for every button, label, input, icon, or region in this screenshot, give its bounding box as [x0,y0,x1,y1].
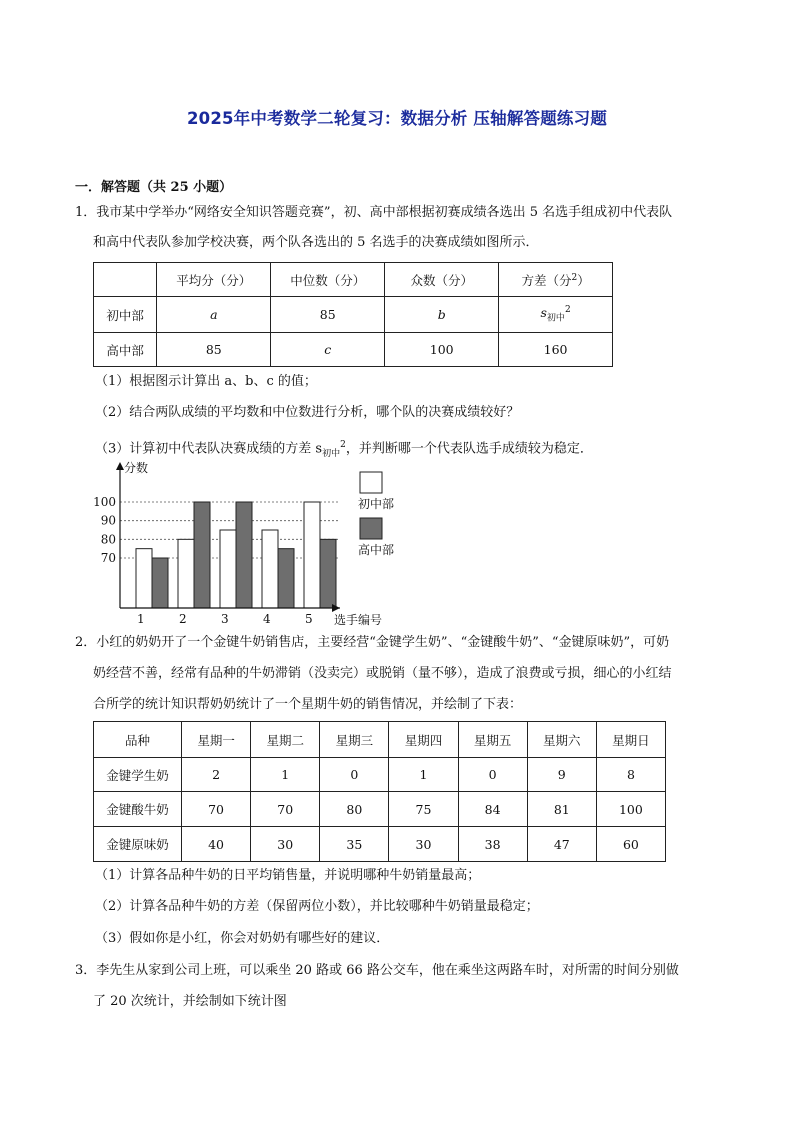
row-label: 金键原味奶 [94,827,182,862]
x-tick-label: 4 [262,612,271,626]
table-cell: 30 [251,827,320,862]
y-tick-label: 80 [100,532,116,547]
header-close: ） [577,272,590,288]
table-cell: 0 [320,758,389,792]
q3-number: 3． [75,963,97,978]
table-cell: 0 [458,758,527,792]
table-header-cell: 星期日 [596,722,665,758]
section-heading: 一．解答题（共 25 小题） [75,180,233,195]
legend-label-senior: 高中部 [358,543,395,557]
q3-text-1: 李先生从家到公司上班，可以乘坐 20 路或 66 路公交车，他在乘坐这两路车时，对所需的时间分别做 [96,963,679,978]
table-header-cell [94,263,157,297]
table-row [94,758,666,792]
table-header-cell: 星期三 [320,722,389,758]
table-cell: 35 [320,827,389,862]
table-header-cell: 星期四 [389,722,458,758]
table-header-cell: 众数（分） [385,263,499,297]
q2-sub1: （1）计算各品种牛奶的日平均销售量，并说明哪种牛奶销量最高； [95,868,481,883]
bar-junior [178,539,194,608]
table-cell: 75 [389,792,458,827]
legend-swatch-junior [360,472,382,493]
q1-number: 1． [75,205,97,220]
bar-senior [236,502,252,608]
variance-sub: 初中 [546,313,565,324]
bar-senior [320,539,336,608]
q1-text-2: 和高中代表队参加学校决赛，两个队各选出的 5 名选手的决赛成绩如图所示． [93,235,539,250]
y-axis-arrow [116,462,124,470]
q3-text-2: 了 20 次统计，并绘制如下统计图 [93,994,287,1009]
table-header-cell: 中位数（分） [271,263,385,297]
x-tick-label: 2 [178,612,187,626]
table-cell: 8 [596,758,665,792]
table-cell: 40 [182,827,251,862]
table-row [94,333,613,367]
legend-label-junior: 初中部 [358,497,395,511]
table-cell: 70 [182,792,251,827]
bar-senior [278,549,294,608]
row-label: 金键酸牛奶 [94,792,182,827]
y-tick-label: 70 [100,551,116,565]
q1-bar-chart [88,460,418,628]
q2-sub2: （2）计算各品种牛奶的方差（保留两位小数），并比较哪种牛奶销量最稳定； [95,899,539,914]
q2-sub3: （3）假如你是小红，你会对奶奶有哪些好的建议． [95,931,390,946]
table-cell: 9 [527,758,596,792]
table-cell: 1 [251,758,320,792]
row-label: 高中部 [94,333,157,367]
table-cell: 60 [596,827,665,862]
table-cell: 160 [499,333,613,367]
y-tick-label: 90 [100,513,116,528]
q1-sub3-sup: 2 [340,440,346,450]
table-header-cell [499,263,613,297]
bar-junior [136,549,152,608]
table-header-cell: 星期二 [251,722,320,758]
table-header-cell: 品种 [94,722,182,758]
q2-number: 2． [75,635,97,650]
q1-sub3-text-a: （3）计算初中代表队决赛成绩的方差 s [95,441,323,457]
q2-text-2: 奶经营不善，经常有品种的牛奶滞销（没卖完）或脱销（量不够），造成了浪费或亏损，细心的小红结 [93,666,672,681]
q2-text-1: 小红的奶奶开了一个金键牛奶销售店，主要经营“金键学生奶”、“金键酸牛奶”、“金键原味奶”，可奶 [96,635,670,650]
table-cell: 1 [389,758,458,792]
header-text: 方差（分 [521,272,572,288]
bar-junior [220,530,236,608]
x-axis-label: 选手编号 [334,613,383,627]
table-cell: 100 [385,333,499,367]
header-sup: 2 [571,272,578,283]
table-header-cell: 平均分（分） [157,263,271,297]
q2-table [93,721,666,862]
bar-junior [304,502,320,608]
q2-line1 [75,633,669,653]
table-cell: 85 [271,297,385,333]
q1-sub3-sub: 初中 [322,448,341,459]
q1-table [93,262,613,367]
q3-line1 [75,961,679,981]
bar-senior [194,502,210,608]
variance-sup: 2 [564,305,571,316]
x-tick-label: 5 [304,612,313,626]
q1-text-1: 我市某中学举办“网络安全知识答题竞赛”，初、高中部根据初赛成绩各选出 5 名选手组成初中代表队 [96,205,673,220]
page-title: 2025年中考数学二轮复习：数据分析 压轴解答题练习题 [186,109,608,128]
row-label: 初中部 [94,297,157,333]
row-label: 金键学生奶 [94,758,182,792]
y-axis-label: 分数 [124,461,149,475]
table-cell: 38 [458,827,527,862]
table-header-row [94,722,666,758]
table-row [94,297,613,333]
table-cell: 2 [182,758,251,792]
bar-senior [152,558,168,608]
x-tick-label: 1 [136,612,145,626]
q2-text-3: 合所学的统计知识帮奶奶统计了一个星期牛奶的销售情况，并绘制了下表： [93,697,523,712]
table-cell: 80 [320,792,389,827]
q1-sub2: （2）结合两队成绩的平均数和中位数进行分析，哪个队的决赛成绩较好？ [95,405,520,420]
y-tick-label: 100 [93,495,116,509]
table-header-row [94,263,613,297]
legend-swatch-senior [360,518,382,539]
table-row [94,792,666,827]
table-cell [499,297,613,333]
variance-var: s [540,305,547,321]
x-tick-label: 3 [220,612,229,626]
table-cell: c [271,333,385,367]
table-cell: 30 [389,827,458,862]
table-cell: 81 [527,792,596,827]
table-cell: 84 [458,792,527,827]
table-cell: 85 [157,333,271,367]
q1-sub3-text-b: ，并判断哪一个代表队选手成绩较为稳定． [345,441,593,457]
table-header-cell: 星期六 [527,722,596,758]
q1-line1 [75,203,672,223]
q1-sub1: （1）根据图示计算出 a、b、c 的值； [95,374,317,389]
table-cell: 70 [251,792,320,827]
table-row [94,827,666,862]
table-header-cell: 星期五 [458,722,527,758]
table-cell: 100 [596,792,665,827]
table-cell: 47 [527,827,596,862]
bar-junior [262,530,278,608]
table-cell: a [157,297,271,333]
table-cell: b [385,297,499,333]
table-header-cell: 星期一 [182,722,251,758]
